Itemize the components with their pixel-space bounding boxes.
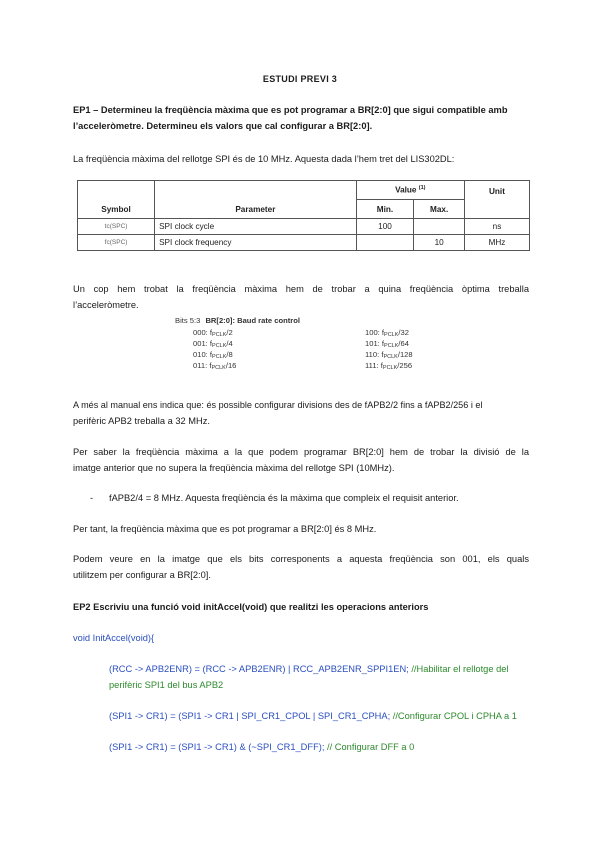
- ep2-question: EP2 Escriviu una funció void initAccel(void) que realitzi les operacions anteriors: [73, 602, 429, 612]
- row-parameter: SPI clock frequency: [155, 235, 357, 251]
- baud-f: f: [209, 361, 212, 370]
- header-max: Max.: [414, 200, 465, 219]
- baud-sub: PCLK: [212, 343, 227, 349]
- table-row: [78, 219, 530, 235]
- optimal-paragraph: [73, 281, 529, 313]
- row-symbol: tc(SPC): [78, 219, 155, 235]
- baud-option: [193, 350, 233, 360]
- header-parameter: Parameter: [155, 181, 357, 219]
- table-row: [78, 235, 530, 251]
- intro-paragraph: La freqüència màxima del rellotge SPI és de 10 MHz. Aquesta dada l’hem tret del LIS302DL:: [73, 154, 455, 164]
- row-min: 100: [356, 219, 414, 235]
- ep1-line-2: l’acceleròmetre. Determineu els valors que cal configurar a BR[2:0].: [73, 121, 373, 131]
- baud-option: [365, 328, 409, 338]
- code-comment: //Habilitar el rellotge del: [408, 664, 509, 674]
- row-unit: MHz: [464, 235, 529, 251]
- code-comment: // Configurar DFF a 0: [324, 742, 415, 752]
- baud-div: /2: [226, 328, 233, 337]
- baud-rate-figure: [175, 316, 425, 374]
- baud-code: 110:: [365, 350, 380, 359]
- code-comment-continued: perifèric SPI1 del bus APB2: [109, 680, 224, 690]
- baud-sub: PCLK: [212, 354, 227, 360]
- baud-f: f: [209, 350, 213, 359]
- baud-code: 101:: [365, 339, 380, 348]
- baud-code: 111:: [365, 361, 379, 370]
- baud-sub: PCLK: [384, 332, 399, 338]
- header-value: [356, 181, 464, 200]
- baud-div: /256: [397, 361, 413, 370]
- manual-line-2: perifèric APB2 treballa a 32 MHz.: [73, 416, 210, 426]
- ep1-question: [73, 102, 529, 134]
- know-paragraph: [73, 444, 529, 476]
- baud-code: 000:: [193, 328, 208, 337]
- header-unit: Unit: [464, 181, 529, 219]
- row-min: [356, 235, 414, 251]
- header-value-note: (1): [418, 185, 426, 192]
- baud-heading-label: BR[2:0]: Baud rate control: [205, 316, 300, 325]
- baud-option: [193, 361, 236, 371]
- bits-paragraph: [73, 551, 529, 583]
- header-symbol: Symbol: [78, 181, 155, 219]
- row-symbol: fc(SPC): [78, 235, 155, 251]
- baud-sub: PCLK: [383, 354, 398, 360]
- baud-code: 011:: [193, 361, 208, 370]
- page-title: ESTUDI PREVI 3: [262, 74, 338, 84]
- header-min: Min.: [356, 200, 414, 219]
- code-statement: (RCC -> APB2ENR) = (RCC -> APB2ENR) | RCC_APB2ENR_SPPI1EN;: [109, 664, 409, 674]
- baud-f: f: [209, 328, 213, 337]
- baud-sub: PCLK: [211, 365, 226, 371]
- bits-line-2: utilitzem per configurar a BR[2:0].: [73, 570, 211, 580]
- row-max: [414, 219, 465, 235]
- baud-div: /16: [225, 361, 237, 370]
- row-max: 10: [414, 235, 465, 251]
- baud-code: 100:: [365, 328, 380, 337]
- baud-code: 010:: [193, 350, 208, 359]
- baud-sub: PCLK: [384, 343, 399, 349]
- code-line-1: [109, 661, 529, 693]
- baud-option: [193, 328, 233, 338]
- header-value-label: Value: [395, 185, 417, 195]
- ep1-line-1: EP1 – Determineu la freqüència màxima que es pot programar a BR[2:0] que sigui compatible amb: [73, 105, 508, 115]
- baud-f: f: [209, 339, 213, 348]
- manual-paragraph: [73, 397, 529, 429]
- baud-div: /128: [397, 350, 413, 359]
- optimal-line-2: l’acceleròmetre.: [73, 300, 139, 310]
- baud-f: f: [381, 339, 385, 348]
- baud-option: [365, 350, 413, 360]
- table-header-row-1: [78, 181, 530, 200]
- know-line-1: Per saber la freqüència màxima a la que podem programar BR[2:0] hem de trobar la divisió de la: [73, 447, 529, 457]
- baud-sub: PCLK: [382, 365, 398, 371]
- bits-line-1: Podem veure en la imatge que els bits corresponents a aquesta freqüència son 001, els quals: [73, 554, 529, 564]
- code-line-2: [109, 708, 529, 724]
- baud-sub: PCLK: [212, 332, 227, 338]
- row-unit: ns: [464, 219, 529, 235]
- baud-f: f: [381, 328, 385, 337]
- spi-spec-table: [77, 180, 530, 251]
- baud-option: [365, 361, 412, 371]
- optimal-line-1: Un cop hem trobat la freqüència màxima hem de trobar a quina freqüència òptima treballa: [73, 284, 529, 294]
- baud-heading-bits: Bits 5:3: [175, 316, 201, 325]
- baud-div: /8: [226, 350, 233, 359]
- therefore-paragraph: Per tant, la freqüència màxima que es pot programar a BR[2:0] és 8 MHz.: [73, 524, 377, 534]
- code-statement: (SPI1 -> CR1) = (SPI1 -> CR1) & (~SPI_CR1_DFF);: [109, 742, 325, 752]
- code-line-3: [109, 739, 529, 755]
- code-signature: void InitAccel(void){: [73, 633, 155, 643]
- bullet-text: fAPB2/4 = 8 MHz. Aquesta freqüència és la màxima que compleix el requisit anterior.: [109, 493, 459, 503]
- baud-f: f: [381, 350, 384, 359]
- baud-f: f: [380, 361, 383, 370]
- baud-option: [365, 339, 409, 349]
- manual-line-1: A més al manual ens indica que: és possible configurar divisions des de fAPB2/2 fins a fAPB2/256 i el: [73, 400, 483, 410]
- baud-heading: [175, 316, 300, 325]
- baud-div: /4: [226, 339, 233, 348]
- code-statement: (SPI1 -> CR1) = (SPI1 -> CR1 | SPI_CR1_CPOL | SPI_CR1_CPHA;: [109, 711, 391, 721]
- row-parameter: SPI clock cycle: [155, 219, 357, 235]
- code-comment: //Configurar CPOL i CPHA a 1: [390, 711, 517, 721]
- baud-code: 001:: [193, 339, 208, 348]
- baud-option: [193, 339, 233, 349]
- baud-div: /32: [398, 328, 409, 337]
- baud-div: /64: [398, 339, 409, 348]
- bullet-mark: -: [90, 493, 94, 503]
- know-line-2: imatge anterior que no supera la freqüència màxima del rellotge SPI (10MHz).: [73, 463, 395, 473]
